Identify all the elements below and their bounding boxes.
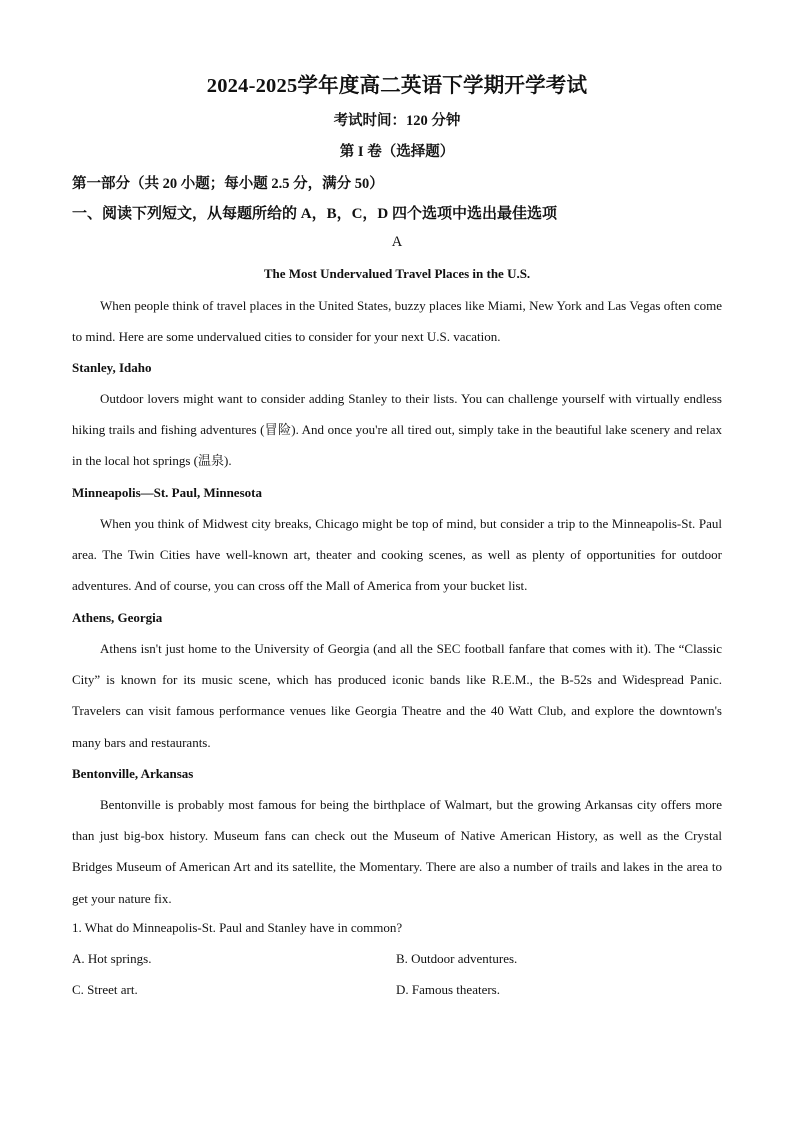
passage-intro: When people think of travel places in the United States, buzzy places like Miami, New York and Las Vegas often come to mind. Here are some undervalued cities to consider for your next U.S. vacation. xyxy=(72,298,722,345)
question-stem: 1. What do Minneapolis-St. Paul and Stanley have in common? xyxy=(72,920,403,935)
place-text-bentonville: Bentonville is probably most famous for being the birthplace of Walmart, but the growing Arkansas city offers more than just big-box history. Museum fans can check out the Museum of Native American History, as well as the Crystal Bridges Museum of American Art and its satellite, the Momentary. There are also a number of trails and lakes in the area to get your nature fix. xyxy=(72,797,722,906)
place-text-minneapolis: When you think of Midwest city breaks, Chicago might be top of mind, but consider a trip to the Minneapolis-St. Paul area. The Twin Cities have well-known art, theater and cooking scenes, as well as plenty of opportunities for outdoor adventures. And of course, you can cross off the Mall of America from your bucket list. xyxy=(72,516,722,594)
option-b: B. Outdoor adventures. xyxy=(396,951,518,966)
exam-time: 考试时间：120 分钟 xyxy=(333,113,461,129)
option-a: A. Hot springs. xyxy=(72,951,152,966)
place-heading-bentonville: Bentonville, Arkansas xyxy=(72,766,194,781)
place-heading-stanley: Stanley, Idaho xyxy=(72,360,152,375)
option-d: D. Famous theaters. xyxy=(396,982,500,997)
place-text-athens: Athens isn't just home to the University of Georgia (and all the SEC football fanfare that comes with it). The “Classic City” is known for its music scene, which has produced iconic bands like R.E.M., the B-52s and Widespread Panic. Travelers can visit famous performance venues like Georgia Theatre and the 40 Watt Club, and explore the downtown's many bars and restaurants. xyxy=(72,641,722,750)
place-text-stanley: Outdoor lovers might want to consider adding Stanley to their lists. You can challenge yourself with virtually endless hiking trails and fishing adventures (冒险). And once you're all tired out, simply take in the beautiful lake scenery and relax in the local hot springs (温泉). xyxy=(72,391,722,469)
exam-title: 2024-2025学年度高二英语下学期开学考试 xyxy=(206,75,588,97)
place-heading-minneapolis: Minneapolis—St. Paul, Minnesota xyxy=(72,485,262,500)
section-instructions: 一、阅读下列短文，从每题所给的 A，B，C，D 四个选项中选出最佳选项 xyxy=(72,206,558,222)
part-heading: 第一部分（共 20 小题；每小题 2.5 分，满分 50） xyxy=(72,176,384,192)
exam-volume: 第 I 卷（选择题） xyxy=(339,144,455,160)
place-heading-athens: Athens, Georgia xyxy=(72,610,163,625)
passage-title: The Most Undervalued Travel Places in the U.S. xyxy=(263,266,531,281)
passage-label: A xyxy=(391,234,403,250)
option-c: C. Street art. xyxy=(72,982,138,997)
